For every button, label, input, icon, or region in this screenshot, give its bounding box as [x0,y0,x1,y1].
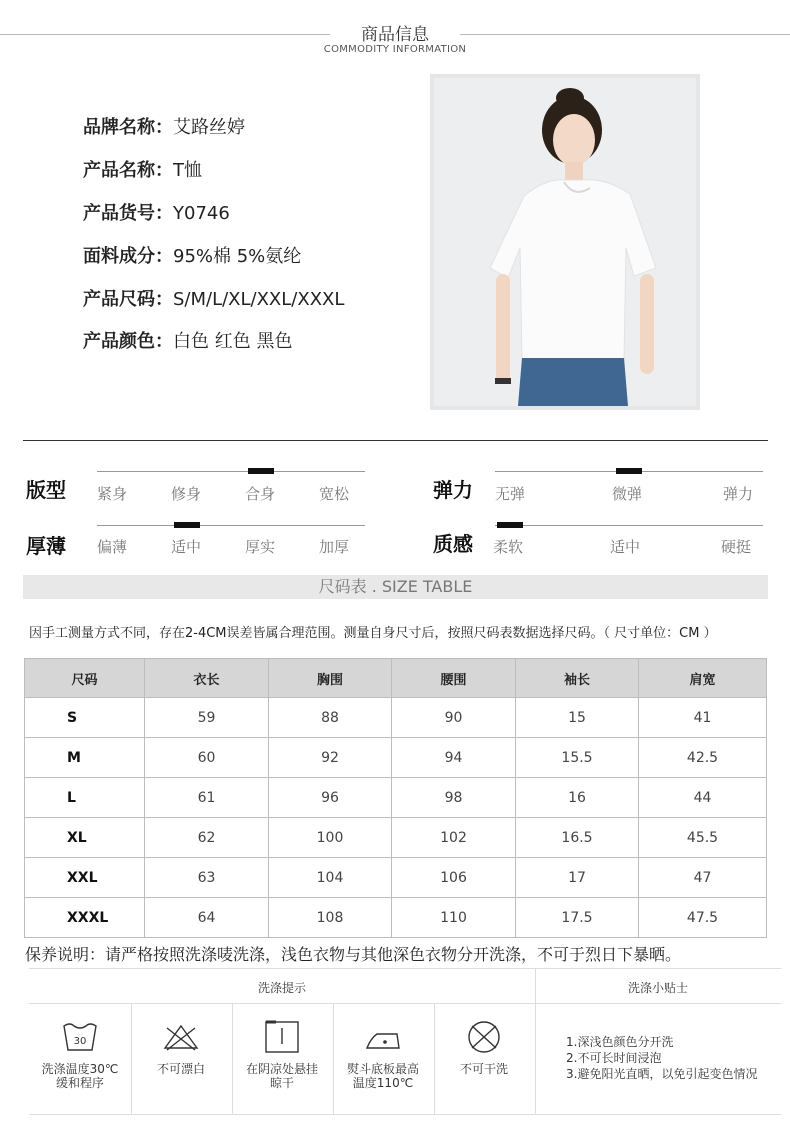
texture-scale-line [495,525,763,526]
fit-option: 紧身 [97,485,128,503]
wash-item [232,1020,332,1090]
attr-title-fit: 版型 [26,478,66,502]
wash-item [131,1020,231,1076]
info-label: 品牌名称： [83,117,173,138]
size-cell: M [25,738,145,778]
size-cell: XL [25,818,145,858]
attr-title-thickness: 厚薄 [26,534,66,558]
table-cell: 64 [145,898,269,938]
size-cell: L [25,778,145,818]
table-cell: 94 [392,738,516,778]
table-cell: 90 [392,698,516,738]
column-header: 袖长 [516,659,639,698]
elasticity-option: 无弹 [495,485,526,503]
thickness-option: 适中 [171,538,202,556]
wash-tip: 1.深浅色颜色分开洗 [566,1035,674,1049]
info-fabric [83,242,301,268]
size-table-note: 因手工测量方式不同，存在2-4CM误差皆属合理范围。测量自身尺寸后，按照尺码表数据选择尺码。（ 尺寸单位：CM ） [29,626,717,641]
column-header: 腰围 [392,659,516,698]
table-row [25,778,767,818]
no-bleach-icon [161,1020,201,1054]
info-value: 艾路丝婷 [173,117,245,138]
info-colors [83,327,292,353]
thickness-scale-line [97,525,365,526]
table-cell: 104 [269,858,392,898]
fit-option: 修身 [171,485,202,503]
wash-item [434,1020,534,1076]
info-brand [83,113,245,139]
wash-tip: 3.避免阳光直晒，以免引起变色情况 [566,1067,758,1081]
wash-item [333,1020,433,1090]
table-cell: 47.5 [639,898,767,938]
column-header: 肩宽 [639,659,767,698]
wash-rule-top [29,968,781,969]
texture-option: 柔软 [493,538,524,556]
table-cell: 17.5 [516,898,639,938]
info-value: Y0746 [173,203,230,224]
thickness-scale-marker [174,522,200,528]
table-cell: 96 [269,778,392,818]
section-title: 商品信息 [361,25,429,45]
wash-label: 不可干洗 [459,1062,508,1076]
table-cell: 110 [392,898,516,938]
info-item-number [83,199,230,225]
table-row [25,818,767,858]
table-cell: 15 [516,698,639,738]
wash-tip: 2.不可长时间浸泡 [566,1051,662,1065]
column-header: 尺码 [25,659,145,698]
texture-option: 硬挺 [721,538,752,556]
wash-label: 熨斗底板最高 温度110℃ [346,1062,419,1090]
wash-label: 不可漂白 [156,1062,205,1076]
table-cell: 106 [392,858,516,898]
info-product-name [83,156,202,182]
info-sizes [83,285,344,311]
wash-30-icon [60,1020,100,1054]
info-label: 产品尺码： [83,289,173,310]
table-cell: 41 [639,698,767,738]
wash-heading: 洗涤提示 [257,981,306,995]
table-cell: 108 [269,898,392,938]
info-label: 产品货号： [83,203,173,224]
fit-option: 宽松 [319,485,350,503]
wash-tips-list [566,1034,757,1082]
elasticity-scale-marker [616,468,642,474]
size-table [24,658,767,938]
table-header-row [25,659,767,698]
table-cell: 100 [269,818,392,858]
column-header: 衣长 [145,659,269,698]
line-dry-shade-icon [262,1020,302,1054]
wash-rule-bottom [29,1114,781,1115]
wash-tips-heading: 洗涤小贴士 [627,981,688,995]
thickness-option: 厚实 [245,538,276,556]
table-cell: 102 [392,818,516,858]
info-label: 产品颜色： [83,331,173,352]
table-cell: 92 [269,738,392,778]
size-table-banner: 尺码表 . SIZE TABLE [23,575,768,599]
table-cell: 42.5 [639,738,767,778]
fit-option: 合身 [245,485,276,503]
table-cell: 60 [145,738,269,778]
texture-option: 适中 [610,538,641,556]
texture-scale-marker [497,522,523,528]
info-value: 95%棉 5%氨纶 [173,246,302,267]
fit-scale-line [97,471,365,472]
table-cell: 44 [639,778,767,818]
table-cell: 61 [145,778,269,818]
iron-low-icon [363,1020,403,1054]
info-value: 白色 红色 黑色 [173,331,293,352]
elasticity-option: 微弹 [612,485,643,503]
table-cell: 16 [516,778,639,818]
table-row [25,698,767,738]
no-tumble-dry-icon [464,1020,504,1054]
table-cell: 88 [269,698,392,738]
model-illustration [434,78,696,406]
thickness-option: 偏薄 [97,538,128,556]
table-cell: 47 [639,858,767,898]
attr-title-texture: 质感 [433,532,473,556]
table-row [25,898,767,938]
table-cell: 15.5 [516,738,639,778]
table-cell: 62 [145,818,269,858]
size-cell: XXXL [25,898,145,938]
wash-label: 在阴凉处悬挂 晾干 [245,1062,318,1090]
table-cell: 45.5 [639,818,767,858]
info-label: 产品名称： [83,160,173,181]
wash-temp: 30 [73,1036,87,1047]
table-row [25,858,767,898]
column-header: 胸围 [269,659,392,698]
table-cell: 98 [392,778,516,818]
elasticity-option: 弹力 [723,485,754,503]
attr-title-elasticity: 弹力 [433,478,473,502]
table-row [25,738,767,778]
table-cell: 63 [145,858,269,898]
info-value: T恤 [173,160,202,181]
care-instructions: 保养说明：请严格按照洗涤唛洗涤，浅色衣物与其他深色衣物分开洗涤，不可于烈日下暴晒。 [25,945,682,964]
table-cell: 59 [145,698,269,738]
wash-rule-mid [29,1003,781,1004]
table-cell: 17 [516,858,639,898]
info-value: S/M/L/XL/XXL/XXXL [173,289,345,310]
wash-label: 洗涤温度30℃ 缓和程序 [41,1062,119,1090]
size-cell: XXL [25,858,145,898]
wash-item [30,1020,130,1090]
info-label: 面料成分： [83,246,173,267]
section-subtitle: COMMODITY INFORMATION [323,44,467,55]
size-cell: S [25,698,145,738]
fit-scale-marker [248,468,274,474]
thickness-option: 加厚 [319,538,350,556]
table-cell: 16.5 [516,818,639,858]
product-photo [430,74,700,410]
section-divider [23,440,768,441]
